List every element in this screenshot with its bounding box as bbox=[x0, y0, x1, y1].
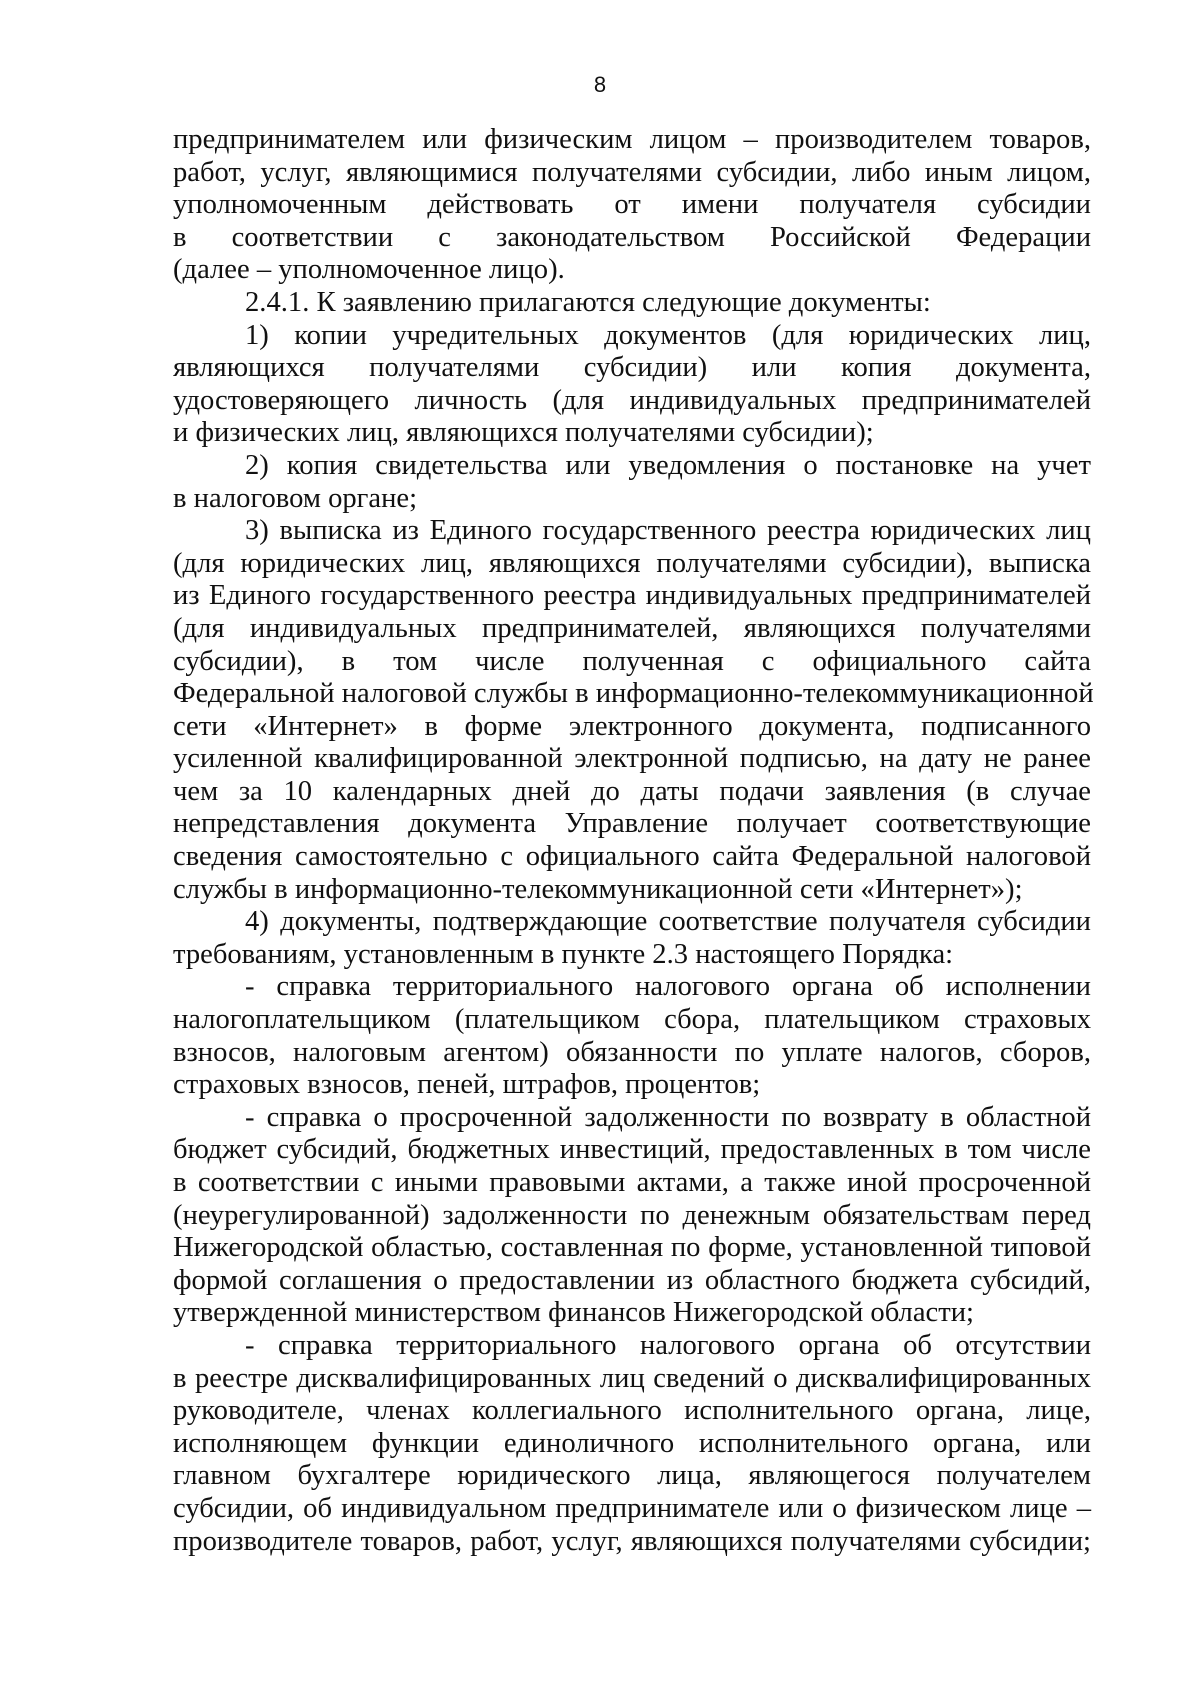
text-line: в реестре дисквалифицированных лиц сведений о дисквалифицированных bbox=[173, 1362, 1091, 1394]
text-line: - справка территориального налогового органа об отсутствии bbox=[245, 1329, 1091, 1361]
text-line: чем за 10 календарных дней до даты подачи заявления (в случае bbox=[173, 775, 1091, 807]
text-line: субсидии), в том числе полученная с официального сайта bbox=[173, 645, 1091, 677]
list-item-3 bbox=[173, 515, 1094, 906]
text-line: (далее – уполномоченное лицо). bbox=[173, 254, 565, 286]
text-line: (для индивидуальных предпринимателей, являющихся получателями bbox=[173, 612, 1091, 644]
text-line: Федеральной налоговой службы в информационно-телекоммуникационной bbox=[173, 678, 1094, 710]
text-line: (для юридических лиц, являющихся получателями субсидии), выписка bbox=[173, 547, 1091, 579]
text-line: 4) документы, подтверждающие соответствие получателя субсидии bbox=[245, 906, 1091, 938]
text-line: 2) копия свидетельства или уведомления о постановке на учет bbox=[245, 449, 1091, 481]
text-line: - справка территориального налогового органа об исполнении bbox=[245, 971, 1091, 1003]
text-line: формой соглашения о предоставлении из областного бюджета субсидий, bbox=[173, 1264, 1091, 1296]
text-line: 2.4.1. К заявлению прилагаются следующие документы: bbox=[245, 286, 931, 318]
text-line: предпринимателем или физическим лицом – производителем товаров, bbox=[173, 124, 1091, 155]
text-line: в налоговом органе; bbox=[173, 482, 418, 514]
text-line: утвержденной министерством финансов Нижегородской области; bbox=[173, 1297, 974, 1329]
text-line: усиленной квалифицированной электронной подписью, на дату не ранее bbox=[173, 743, 1091, 775]
text-line: налогоплательщиком (плательщиком сбора, плательщиком страховых bbox=[173, 1004, 1091, 1036]
text-line: из Единого государственного реестра индивидуальных предпринимателей bbox=[173, 580, 1091, 612]
sub-item-overdue-debt bbox=[173, 1102, 1091, 1330]
text-line: и физических лиц, являющихся получателями субсидии); bbox=[173, 417, 874, 449]
text-line: страховых взносов, пеней, штрафов, процентов; bbox=[173, 1069, 761, 1101]
text-line: субсидии, об индивидуальном предпринимателе или о физическом лице – bbox=[173, 1492, 1091, 1524]
text-line: уполномоченным действовать от имени получателя субсидии bbox=[173, 189, 1091, 221]
sub-item-disqualified bbox=[173, 1330, 1091, 1558]
text-line: являющихся получателями субсидии) или копия документа, bbox=[173, 352, 1091, 384]
list-item-4 bbox=[173, 906, 1091, 971]
text-line: главном бухгалтере юридического лица, являющегося получателем bbox=[173, 1460, 1091, 1492]
list-item-2 bbox=[173, 450, 1091, 515]
text-line: руководителе, членах коллегиального исполнительного органа, лице, bbox=[173, 1395, 1091, 1427]
text-line: - справка о просроченной задолженности по возврату в областной bbox=[245, 1101, 1091, 1133]
text-line: производителе товаров, работ, услуг, являющихся получателями субсидии; bbox=[173, 1525, 1091, 1557]
text-line: работ, услуг, являющимися получателями субсидии, либо иным лицом, bbox=[173, 156, 1091, 188]
text-line: сведения самостоятельно с официального сайта Федеральной налоговой bbox=[173, 841, 1091, 873]
sub-item-tax-obligations bbox=[173, 971, 1091, 1101]
paragraph-continuation bbox=[173, 124, 1091, 287]
text-line: непредставления документа Управление получает соответствующие bbox=[173, 808, 1091, 840]
text-line: удостоверяющего личность (для индивидуальных предпринимателей bbox=[173, 384, 1091, 416]
text-line: 1) копии учредительных документов (для юридических лиц, bbox=[245, 319, 1091, 351]
text-line: в соответствии с законодательством Российской Федерации bbox=[173, 221, 1091, 253]
text-line: 3) выписка из Единого государственного реестра юридических лиц bbox=[245, 515, 1091, 547]
text-line: взносов, налоговым агентом) обязанности по уплате налогов, сборов, bbox=[173, 1036, 1091, 1068]
text-line: службы в информационно-телекоммуникационной сети «Интернет»); bbox=[173, 873, 1023, 905]
text-line: в соответствии с иными правовыми актами, а также иной просроченной bbox=[173, 1167, 1091, 1198]
document-body bbox=[173, 124, 1094, 1558]
text-line: исполняющем функции единоличного исполнительного органа, или bbox=[173, 1427, 1091, 1459]
list-item-1 bbox=[173, 320, 1091, 450]
paragraph-2-4-1 bbox=[173, 287, 1091, 320]
text-line: требованиям, установленным в пункте 2.3 настоящего Порядка: bbox=[173, 938, 954, 970]
page-number: 8 bbox=[593, 72, 607, 97]
text-line: бюджет субсидий, бюджетных инвестиций, предоставленных в том числе bbox=[173, 1134, 1091, 1166]
text-line: Нижегородской областью, составленная по форме, установленной типовой bbox=[173, 1232, 1091, 1264]
text-line: сети «Интернет» в форме электронного документа, подписанного bbox=[173, 710, 1091, 742]
text-line: (неурегулированной) задолженности по денежным обязательствам перед bbox=[173, 1199, 1091, 1231]
